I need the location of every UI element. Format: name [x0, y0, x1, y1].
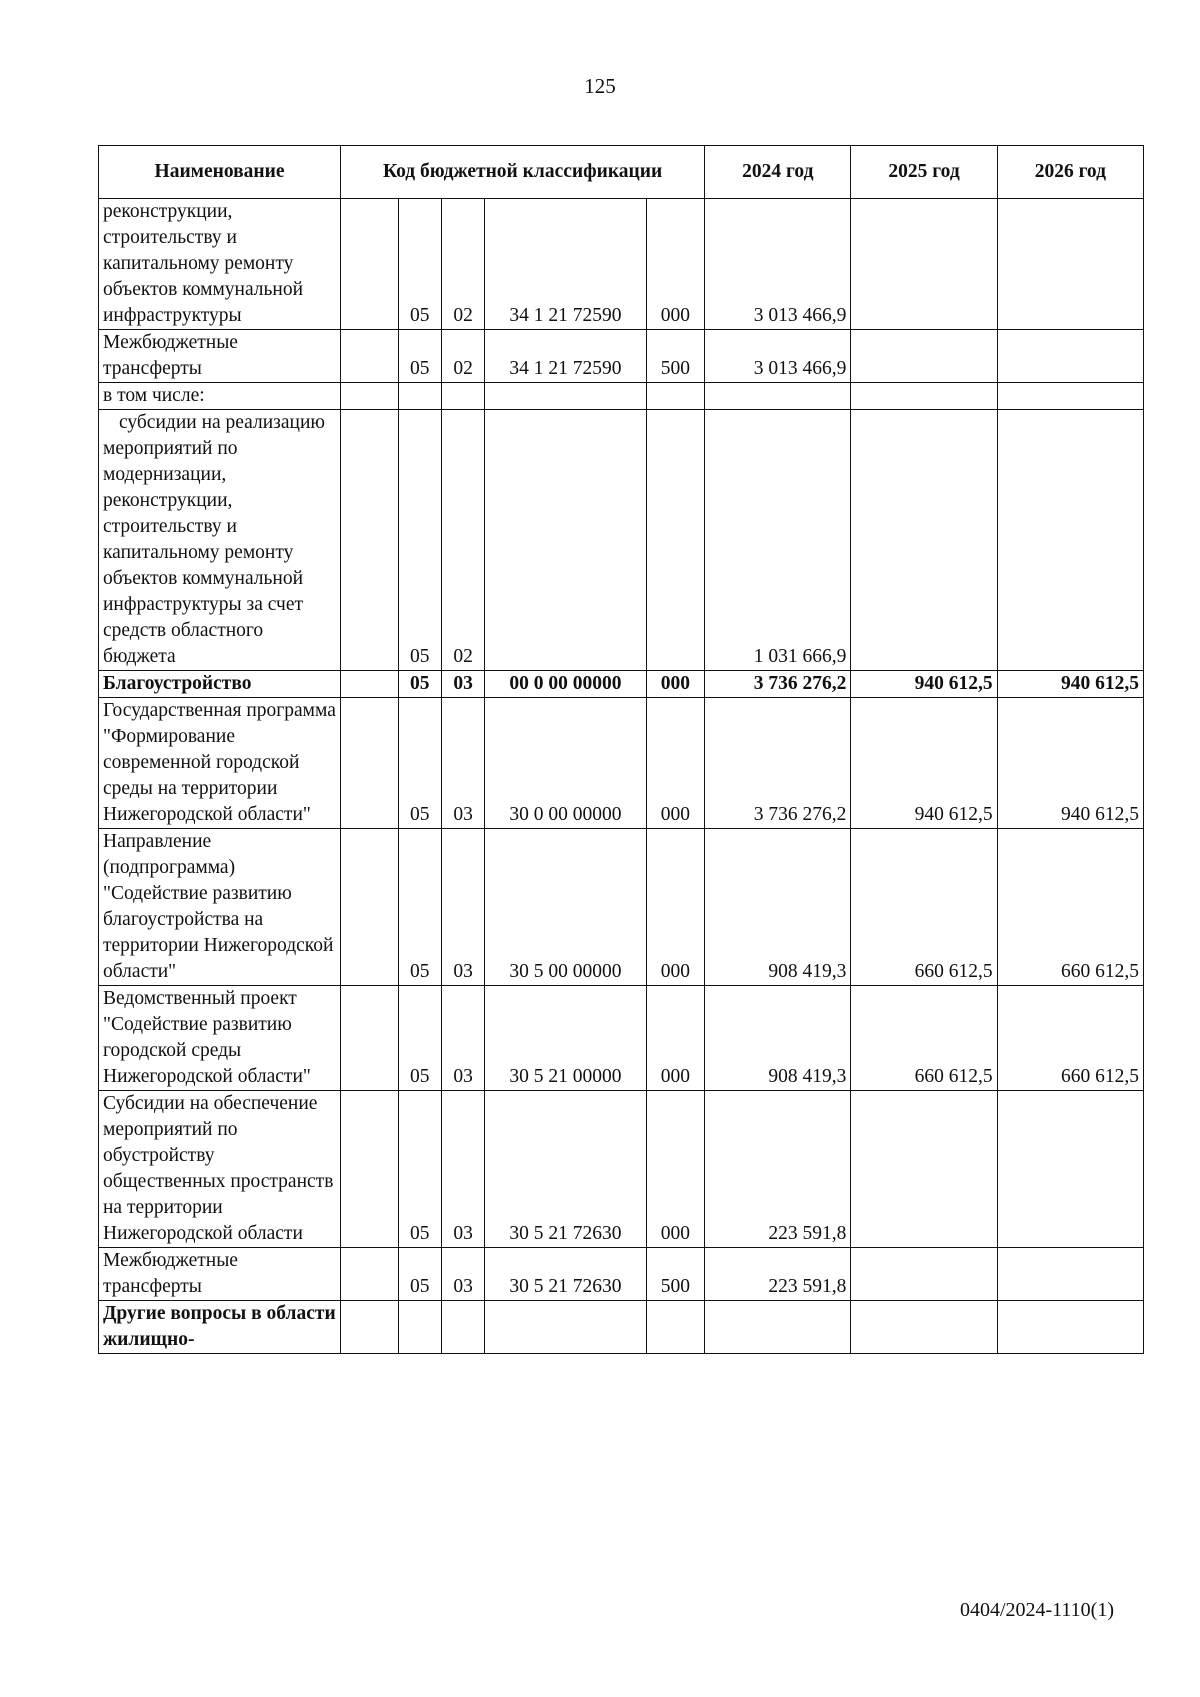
row-expense-type-cell: 000: [646, 1091, 705, 1248]
row-code-cell: [341, 383, 398, 410]
row-name-text: субсидии на реализацию мероприятий по модернизации, реконструкции, строительству и капитальному ремонту объектов коммунальной инфраструктуры за счет средств областного бюджета: [103, 412, 325, 667]
row-2024-cell: 908 419,3: [705, 986, 851, 1091]
row-2026-cell: 660 612,5: [997, 829, 1143, 986]
row-2025-cell: 660 612,5: [851, 986, 997, 1091]
row-code-cell: [341, 671, 398, 698]
row-2025-cell: [851, 1301, 997, 1354]
row-2024-cell: 908 419,3: [705, 829, 851, 986]
row-2025-cell: [851, 199, 997, 330]
row-2025-cell: [851, 1248, 997, 1301]
row-2026-cell: [997, 1248, 1143, 1301]
table-row: [99, 986, 1144, 1091]
row-2024-cell: 3 013 466,9: [705, 330, 851, 383]
row-code-cell: [341, 698, 398, 829]
header-name: Наименование: [99, 146, 341, 199]
row-section-cell: [398, 1301, 441, 1354]
page-number: 125: [584, 74, 616, 98]
row-section-cell: 05: [398, 671, 441, 698]
row-expense-type-cell: 000: [646, 829, 705, 986]
row-2026-cell: [997, 1091, 1143, 1248]
row-name-cell: Субсидии на обеспечение мероприятий по обустройству общественных пространств на территории Нижегородской области: [99, 1091, 341, 1248]
table-row: [99, 383, 1144, 410]
row-code-cell: [341, 199, 398, 330]
row-target-article-cell: 30 5 21 72630: [485, 1091, 646, 1248]
table-row: [99, 330, 1144, 383]
row-subsection-cell: 03: [441, 986, 484, 1091]
table-row: [99, 199, 1144, 330]
row-code-cell: [341, 986, 398, 1091]
row-section-cell: 05: [398, 829, 441, 986]
row-section-cell: 05: [398, 410, 441, 671]
row-name-cell: реконструкции, строительству и капитальному ремонту объектов коммунальной инфраструктуры: [99, 199, 341, 330]
header-2024: 2024 год: [705, 146, 851, 199]
row-code-cell: [341, 1091, 398, 1248]
header-2025: 2025 год: [851, 146, 997, 199]
document-code: 0404/2024-1110(1): [959, 1599, 1114, 1621]
row-subsection-cell: [441, 1301, 484, 1354]
table-row: [99, 1091, 1144, 1248]
row-expense-type-cell: 000: [646, 698, 705, 829]
row-subsection-cell: 02: [441, 330, 484, 383]
row-code-cell: [341, 829, 398, 986]
row-section-cell: 05: [398, 199, 441, 330]
row-section-cell: 05: [398, 986, 441, 1091]
table-header-row: [99, 146, 1144, 199]
row-2025-cell: [851, 410, 997, 671]
row-subsection-cell: 03: [441, 671, 484, 698]
row-expense-type-cell: 500: [646, 1248, 705, 1301]
table-body: [99, 199, 1144, 1354]
row-2025-cell: 940 612,5: [851, 698, 997, 829]
row-2025-cell: [851, 1091, 997, 1248]
row-expense-type-cell: [646, 410, 705, 671]
row-expense-type-cell: [646, 1301, 705, 1354]
row-2026-cell: 940 612,5: [997, 671, 1143, 698]
table-row: [99, 671, 1144, 698]
row-2025-cell: [851, 383, 997, 410]
row-target-article-cell: 30 0 00 00000: [485, 698, 646, 829]
row-expense-type-cell: 000: [646, 671, 705, 698]
table-row: [99, 1248, 1144, 1301]
row-name-cell: Межбюджетные трансферты: [99, 330, 341, 383]
table-row: [99, 410, 1144, 671]
row-subsection-cell: [441, 383, 484, 410]
row-expense-type-cell: 500: [646, 330, 705, 383]
row-2025-cell: 660 612,5: [851, 829, 997, 986]
row-section-cell: 05: [398, 698, 441, 829]
row-section-cell: 05: [398, 1248, 441, 1301]
row-expense-type-cell: 000: [646, 199, 705, 330]
table-row: [99, 829, 1144, 986]
row-target-article-cell: 30 5 21 00000: [485, 986, 646, 1091]
row-target-article-cell: 00 0 00 00000: [485, 671, 646, 698]
row-code-cell: [341, 1248, 398, 1301]
row-target-article-cell: 34 1 21 72590: [485, 199, 646, 330]
row-name-cell: Государственная программа "Формирование современной городской среды на территории Нижегородской области": [99, 698, 341, 829]
row-expense-type-cell: [646, 383, 705, 410]
row-name-cell: Направление (подпрограмма) "Содействие развитию благоустройства на территории Нижегородской области": [99, 829, 341, 986]
row-2026-cell: [997, 199, 1143, 330]
row-2025-cell: 940 612,5: [851, 671, 997, 698]
row-name-cell: [99, 410, 341, 671]
row-code-cell: [341, 1301, 398, 1354]
row-section-cell: [398, 383, 441, 410]
row-section-cell: 05: [398, 330, 441, 383]
row-2024-cell: 3 736 276,2: [705, 698, 851, 829]
row-2024-cell: 223 591,8: [705, 1091, 851, 1248]
row-2024-cell: 3 736 276,2: [705, 671, 851, 698]
row-2024-cell: [705, 1301, 851, 1354]
row-expense-type-cell: 000: [646, 986, 705, 1091]
row-name-cell: Другие вопросы в области жилищно-: [99, 1301, 341, 1354]
row-subsection-cell: 03: [441, 829, 484, 986]
row-subsection-cell: 02: [441, 199, 484, 330]
row-target-article-cell: [485, 1301, 646, 1354]
row-target-article-cell: [485, 410, 646, 671]
row-name-cell: Ведомственный проект "Содействие развитию городской среды Нижегородской области": [99, 986, 341, 1091]
row-2024-cell: 1 031 666,9: [705, 410, 851, 671]
row-name-cell: Межбюджетные трансферты: [99, 1248, 341, 1301]
row-2026-cell: 660 612,5: [997, 986, 1143, 1091]
table-row: [99, 698, 1144, 829]
row-2025-cell: [851, 330, 997, 383]
row-subsection-cell: 03: [441, 1248, 484, 1301]
row-name-cell: в том числе:: [99, 383, 341, 410]
row-name-cell: Благоустройство: [99, 671, 341, 698]
row-2024-cell: [705, 383, 851, 410]
row-2026-cell: 940 612,5: [997, 698, 1143, 829]
row-section-cell: 05: [398, 1091, 441, 1248]
table-row: [99, 1301, 1144, 1354]
row-target-article-cell: 30 5 21 72630: [485, 1248, 646, 1301]
row-2026-cell: [997, 1301, 1143, 1354]
budget-table: [98, 145, 1144, 1354]
row-target-article-cell: 34 1 21 72590: [485, 330, 646, 383]
row-target-article-cell: 30 5 00 00000: [485, 829, 646, 986]
header-2026: 2026 год: [997, 146, 1143, 199]
header-code: Код бюджетной классификации: [341, 146, 705, 199]
row-2024-cell: 3 013 466,9: [705, 199, 851, 330]
row-2024-cell: 223 591,8: [705, 1248, 851, 1301]
row-subsection-cell: 02: [441, 410, 484, 671]
row-2026-cell: [997, 330, 1143, 383]
row-subsection-cell: 03: [441, 698, 484, 829]
row-2026-cell: [997, 410, 1143, 671]
row-subsection-cell: 03: [441, 1091, 484, 1248]
row-target-article-cell: [485, 383, 646, 410]
row-code-cell: [341, 410, 398, 671]
row-2026-cell: [997, 383, 1143, 410]
row-code-cell: [341, 330, 398, 383]
